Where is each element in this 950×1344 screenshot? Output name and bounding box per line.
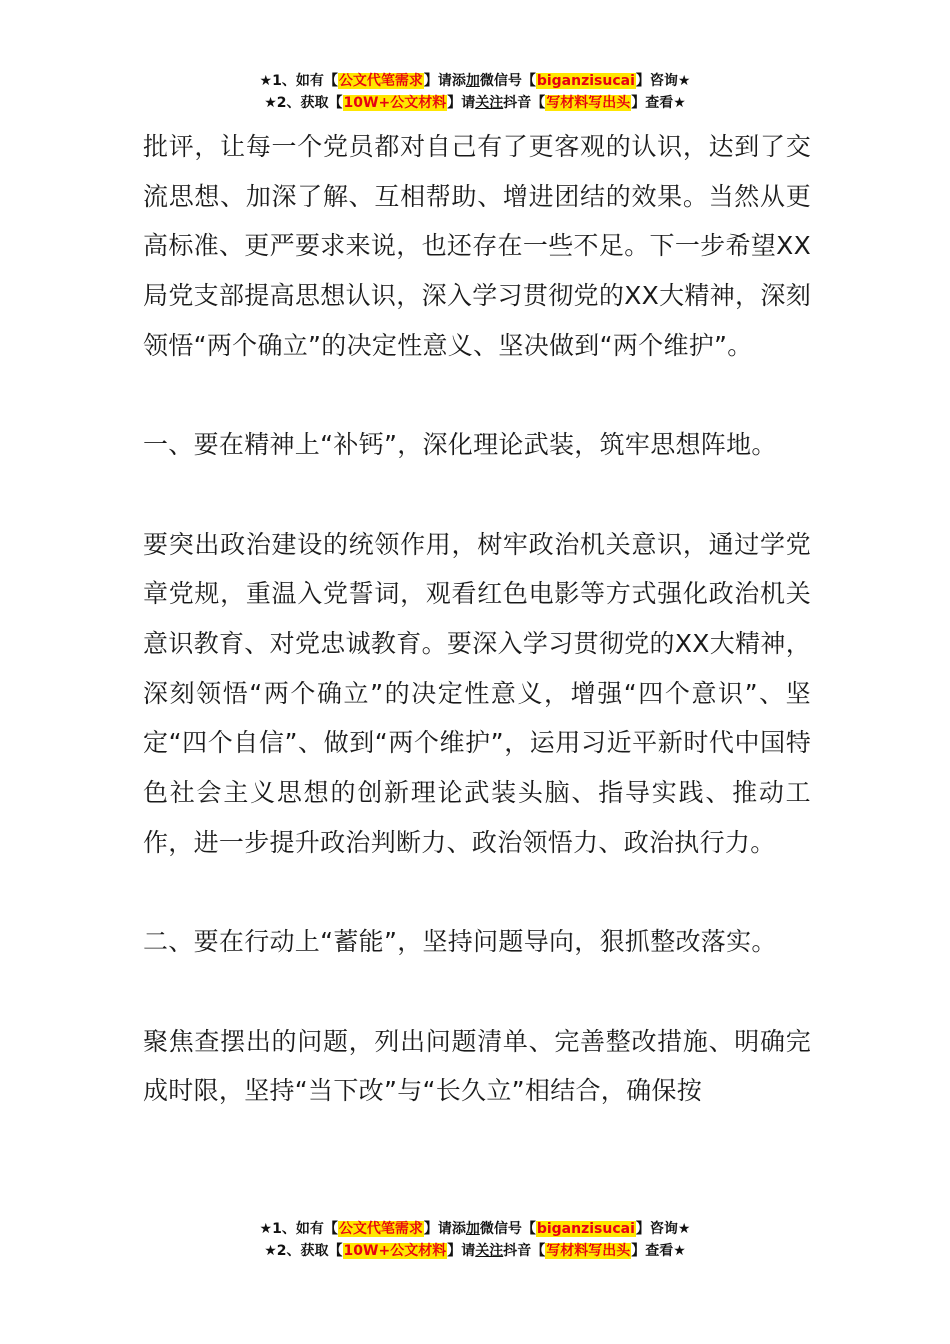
star-icon: ★ bbox=[264, 1243, 277, 1259]
star-icon: ★ bbox=[673, 1243, 686, 1259]
star-icon: ★ bbox=[259, 1221, 273, 1237]
banner-text: 微信号【 bbox=[479, 73, 536, 89]
banner-line-1 bbox=[0, 1218, 950, 1240]
banner-line-1 bbox=[0, 70, 950, 92]
banner-text: 2、获取【 bbox=[276, 95, 343, 111]
paragraph-2: 要突出政治建设的统领作用，树牢政治机关意识，通过学党章党规，重温入党誓词，观看红色电影等方式强化政治机关意识教育、对党忠诚教育。要深入学习贯彻党的XX大精神，深刻领悟“两个确立”的决定性意义，增强“四个意识”、坚定“四个自信”、做到“两个维护”，运用习近平新时代中国特色社会主义思想的创新理论武装头脑、指导实践、推动工作，进一步提升政治判断力、政治领悟力、政治执行力。 bbox=[143, 529, 811, 857]
paragraph-gap bbox=[143, 371, 811, 421]
star-icon: ★ bbox=[673, 95, 686, 111]
highlight-materials: 10W+公文材料 bbox=[343, 1243, 447, 1259]
banner-text: 】请 bbox=[447, 95, 476, 111]
paragraph-gap bbox=[143, 470, 811, 520]
banner-underlined: 加 bbox=[465, 1221, 480, 1237]
section-heading-2: 二、要在行动上“蓄能”，坚持问题导向，狠抓整改落实。 bbox=[143, 927, 777, 957]
banner-text: 抖音【 bbox=[503, 1243, 546, 1259]
star-icon: ★ bbox=[264, 95, 277, 111]
banner-text: 2、获取【 bbox=[276, 1243, 343, 1259]
banner-text: 微信号【 bbox=[479, 1221, 536, 1237]
banner-line-2 bbox=[0, 1240, 950, 1262]
banner-text: 1、如有【 bbox=[272, 1221, 338, 1237]
highlight-douyin: 写材料写出头 bbox=[546, 1243, 631, 1259]
banner-underlined: 加 bbox=[465, 73, 480, 89]
paragraph-3: 聚焦查摆出的问题，列出问题清单、完善整改措施、明确完成时限，坚持“当下改”与“长久立”相结合，确保按 bbox=[143, 1026, 811, 1106]
highlight-service: 公文代笔需求 bbox=[338, 1221, 423, 1237]
highlight-wechat-id: biganzisucai bbox=[536, 73, 635, 89]
highlight-wechat-id: biganzisucai bbox=[536, 1221, 635, 1237]
banner-underlined: 关注 bbox=[475, 95, 504, 111]
banner-text: 】查看 bbox=[631, 1243, 674, 1259]
star-icon: ★ bbox=[677, 73, 691, 89]
document-body bbox=[143, 122, 811, 1116]
banner-text: 抖音【 bbox=[503, 95, 546, 111]
highlight-service: 公文代笔需求 bbox=[338, 73, 423, 89]
banner-text: 1、如有【 bbox=[272, 73, 338, 89]
paragraph-1: 批评，让每一个党员都对自己有了更客观的认识，达到了交流思想、加深了解、互相帮助、增进团结的效果。当然从更高标准、更严要求来说，也还存在一些不足。下一步希望XX局党支部提高思想认识，深入学习贯彻党的XX大精神，深刻领悟“两个确立”的决定性意义、坚决做到“两个维护”。 bbox=[143, 132, 811, 360]
banner-text: 】咨询 bbox=[635, 73, 678, 89]
header-banner bbox=[0, 70, 950, 114]
banner-text: 】咨询 bbox=[635, 1221, 678, 1237]
banner-text: 】查看 bbox=[631, 95, 674, 111]
footer-banner bbox=[0, 1218, 950, 1262]
banner-text: 】请添 bbox=[423, 73, 466, 89]
paragraph-gap bbox=[143, 868, 811, 918]
banner-line-2 bbox=[0, 92, 950, 114]
star-icon: ★ bbox=[259, 73, 273, 89]
highlight-douyin: 写材料写出头 bbox=[546, 95, 631, 111]
banner-text: 】请 bbox=[447, 1243, 476, 1259]
star-icon: ★ bbox=[677, 1221, 691, 1237]
highlight-materials: 10W+公文材料 bbox=[343, 95, 447, 111]
section-heading-1: 一、要在精神上“补钙”，深化理论武装，筑牢思想阵地。 bbox=[143, 430, 777, 460]
paragraph-gap bbox=[143, 967, 811, 1017]
banner-underlined: 关注 bbox=[475, 1243, 504, 1259]
banner-text: 】请添 bbox=[423, 1221, 466, 1237]
